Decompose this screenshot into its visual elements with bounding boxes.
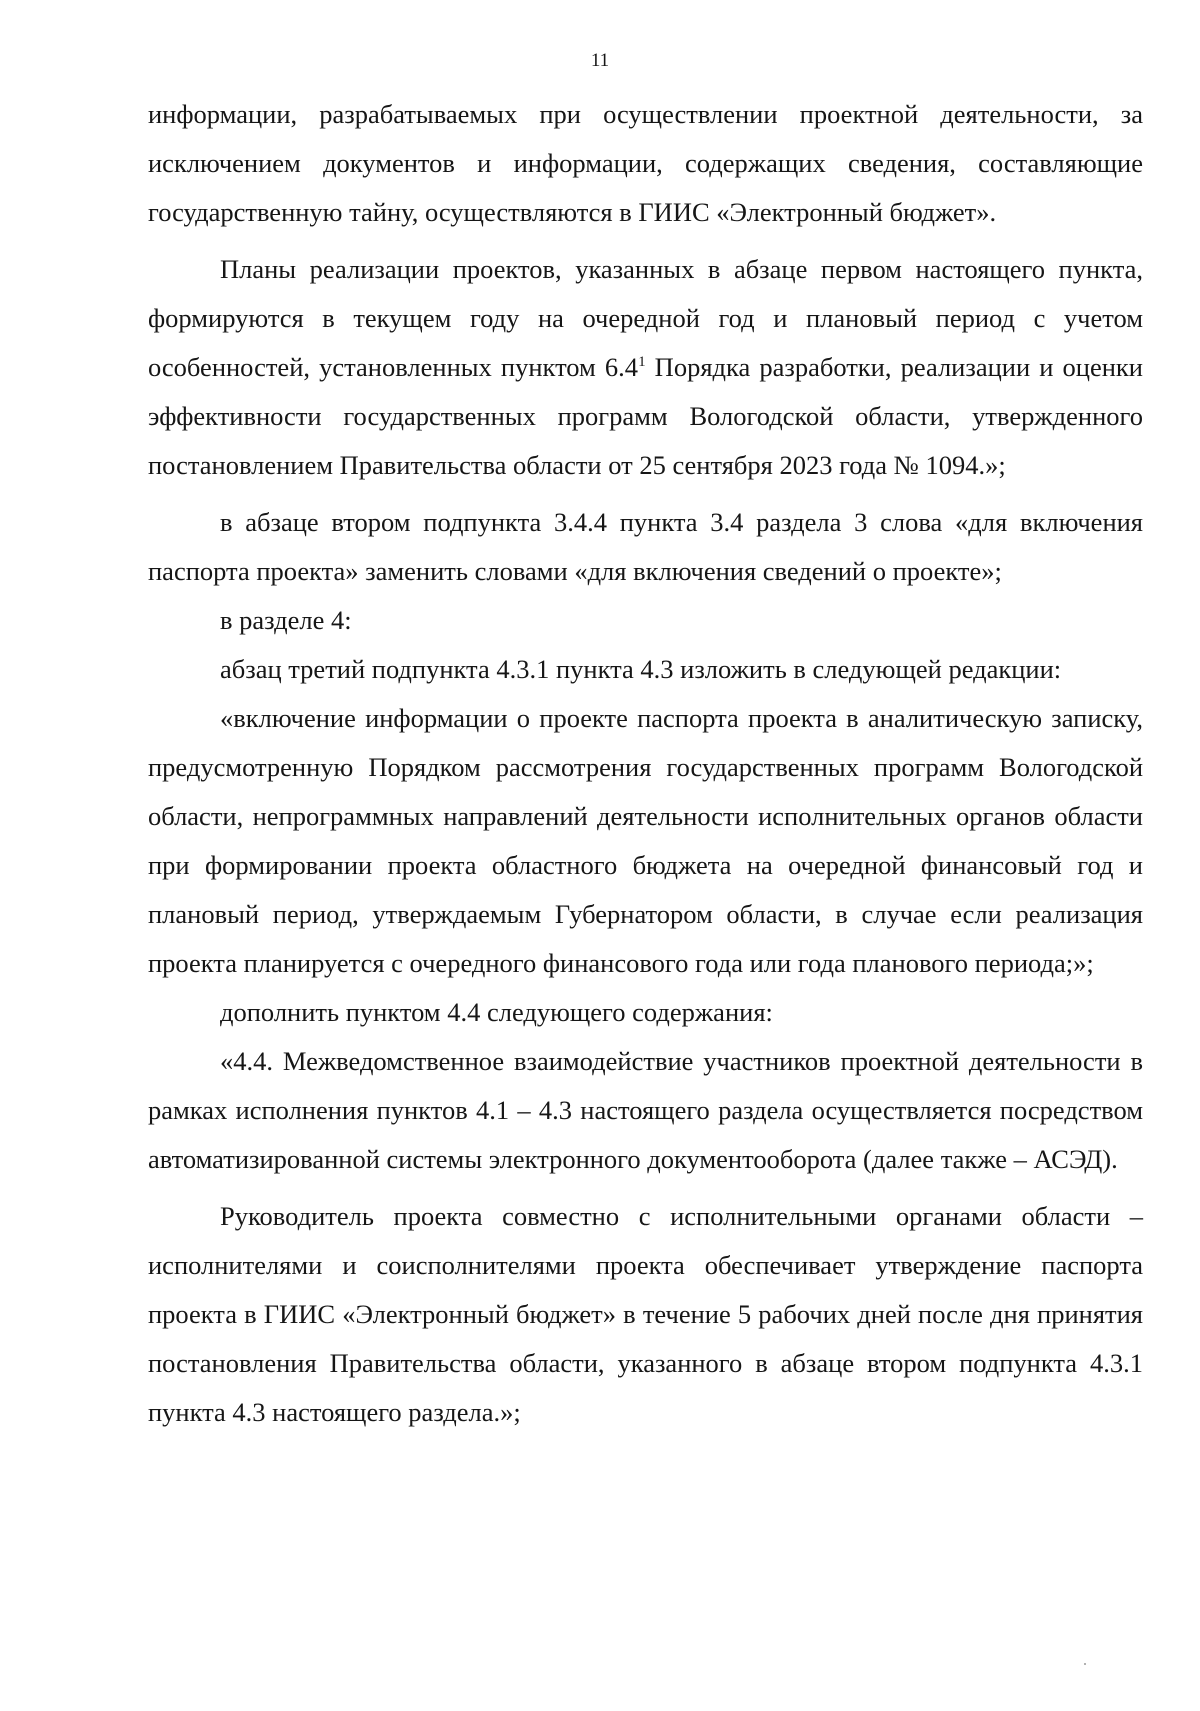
paragraph-add-4-4: дополнить пунктом 4.4 следующего содержания:: [220, 997, 773, 1027]
paragraph-amendment-3-4-4: в абзаце втором подпункта 3.4.4 пункта 3.4 раздела 3 слова «для включения паспорта проекта» заменить словами «для включения сведений о проекте»;: [148, 507, 1143, 586]
superscript-marker: 1: [638, 354, 646, 371]
paragraph-project-manager: Руководитель проекта совместно с исполнительными органами области – исполнителями и соисполнителями проекта обеспечивает утверждение паспорта проекта в ГИИС «Электронный бюджет» в течение 5 рабочих дней после дня принятия постановления Правительства области, указанного в абзаце втором подпункта 4.3.1 пункта 4.3 настоящего раздела.»;: [148, 1201, 1143, 1427]
scan-speck: [1084, 1663, 1086, 1665]
paragraph-project-plans: [148, 245, 1143, 490]
paragraph-text: Планы реализации проектов, указанных в абзаце первом настоящего пункта, формируются в текущем году на очередной год и плановый период с учетом особенностей, установленных пунктом 6.4: [148, 254, 1143, 382]
paragraph-section-4-heading: в разделе 4:: [220, 605, 352, 635]
paragraph-quoted-inclusion: «включение информации о проекте паспорта проекта в аналитическую записку, предусмотренную Порядком рассмотрения государственных программ Вологодской области, непрограммных направлений деятельности исполнительных органов области при формировании проекта областного бюджета на очередной финансовый год и плановый период, утверждаемым Губернатором области, в случае если реализация проекта планируется с очередного финансового года или года планового периода;»;: [148, 703, 1143, 978]
document-body: [148, 90, 1143, 1437]
paragraph-amendment-4-3-1: абзац третий подпункта 4.3.1 пункта 4.3 изложить в следующей редакции:: [220, 654, 1062, 684]
page-number: 11: [590, 50, 610, 71]
paragraph-text: Порядка разработки, реализации и оценки эффективности государственных программ Вологодской области, утвержденного постановлением Правительства области от 25 сентября 2023 года № 1094.»;: [148, 352, 1143, 480]
paragraph-continuation: информации, разрабатываемых при осуществлении проектной деятельности, за исключением документов и информации, содержащих сведения, составляющие государственную тайну, осуществляются в ГИИС «Электронный бюджет».: [148, 99, 1143, 227]
paragraph-quoted-4-4: «4.4. Межведомственное взаимодействие участников проектной деятельности в рамках исполнения пунктов 4.1 – 4.3 настоящего раздела осуществляется посредством автоматизированной системы электронного документооборота (далее также – АСЭД).: [148, 1046, 1143, 1174]
